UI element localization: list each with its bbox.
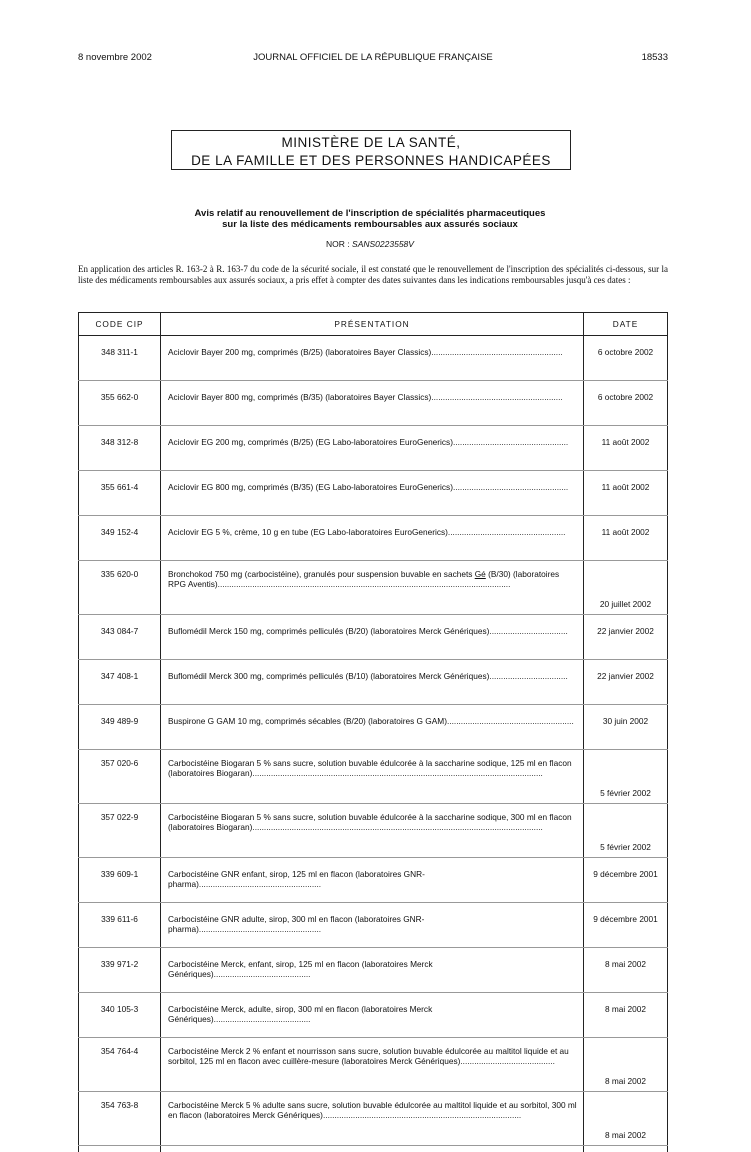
journal-title: JOURNAL OFFICIEL DE LA RÉPUBLIQUE FRANÇAISE	[78, 52, 668, 63]
effective-date: 8 mai 2002	[584, 948, 668, 993]
table-row	[79, 993, 668, 1038]
ge-mark: Gé	[475, 569, 486, 579]
table-row	[79, 561, 668, 615]
cip-code: 349 152-4	[79, 516, 161, 561]
cip-code: 355 662-0	[79, 381, 161, 426]
presentation: Carbocistéine Merck 2 % enfant et nourrisson sans sucre, solution buvable édulcorée au maltitol liquide et au sorbitol, 125 ml en flacon avec cuillère-mesure (laboratoires Merck Génériques).........................................	[161, 1038, 584, 1092]
notice-title	[120, 208, 620, 230]
ministry-line-2: DE LA FAMILLE ET DES PERSONNES HANDICAPÉES	[172, 152, 570, 170]
table-row	[79, 471, 668, 516]
cip-code: 357 020-6	[79, 750, 161, 804]
effective-date: 11 août 2002	[584, 426, 668, 471]
table-row	[79, 381, 668, 426]
cip-code: 339 971-2	[79, 948, 161, 993]
table-continuation	[79, 1146, 668, 1152]
effective-date: 20 juillet 2002	[584, 561, 668, 615]
notice-title-line-2: sur la liste des médicaments remboursables aux assurés sociaux	[120, 219, 620, 230]
presentation: Carbocistéine Merck, enfant, sirop, 125 ml en flacon (laboratoires Merck Génériques)..........................................	[161, 948, 584, 993]
effective-date: 5 février 2002	[584, 804, 668, 858]
header-presentation: PRÉSENTATION	[161, 313, 584, 336]
cip-code: 349 489-9	[79, 705, 161, 750]
cip-code: 335 620-0	[79, 561, 161, 615]
running-header	[78, 52, 668, 66]
presentation: Carbocistéine Merck, adulte, sirop, 300 ml en flacon (laboratoires Merck Génériques)..........................................	[161, 993, 584, 1038]
cip-code: 339 611-6	[79, 903, 161, 948]
cip-code: 354 763-8	[79, 1092, 161, 1146]
cip-code: 347 408-1	[79, 660, 161, 705]
notice-title-line-1: Avis relatif au renouvellement de l'inscription de spécialités pharmaceutiques	[120, 208, 620, 219]
table-header-row	[79, 313, 668, 336]
table-row	[79, 903, 668, 948]
presentation: Carbocistéine Biogaran 5 % sans sucre, solution buvable édulcorée à la saccharine sodique, 125 ml en flacon (laboratoires Biogaran)..............................................................................................................................	[161, 750, 584, 804]
cip-code: 339 609-1	[79, 858, 161, 903]
presentation: Buspirone G GAM 10 mg, comprimés sécables (B/20) (laboratoires G GAM).......................................................	[161, 705, 584, 750]
nor-reference	[120, 239, 620, 249]
effective-date: 8 mai 2002	[584, 1092, 668, 1146]
table-row	[79, 948, 668, 993]
effective-date: 8 mai 2002	[584, 993, 668, 1038]
effective-date: 11 août 2002	[584, 471, 668, 516]
presentation: Buflomédil Merck 150 mg, comprimés pelliculés (B/20) (laboratoires Merck Génériques)..................................	[161, 615, 584, 660]
cip-code: 340 105-3	[79, 993, 161, 1038]
presentation: Carbocistéine Merck 5 % adulte sans sucre, solution buvable édulcorée au maltitol liquide et au sorbitol, 300 ml en flacon (laboratoires Merck Génériques)......................................................................................	[161, 1092, 584, 1146]
presentation: Buflomédil Merck 300 mg, comprimés pelliculés (B/10) (laboratoires Merck Génériques)..................................	[161, 660, 584, 705]
presentation: Aciclovir EG 5 %, crème, 10 g en tube (EG Labo-laboratoires EuroGenerics)...................................................	[161, 516, 584, 561]
effective-date: 30 juin 2002	[584, 705, 668, 750]
nor-code: SANS0223558V	[352, 239, 414, 249]
table-row	[79, 660, 668, 705]
cip-code: 343 084-7	[79, 615, 161, 660]
effective-date: 5 février 2002	[584, 750, 668, 804]
table-row	[79, 705, 668, 750]
presentation: Aciclovir Bayer 200 mg, comprimés (B/25) (laboratoires Bayer Classics).........................................................	[161, 336, 584, 381]
nor-label: NOR :	[326, 239, 350, 249]
table-row	[79, 336, 668, 381]
header-cip: CODE CIP	[79, 313, 161, 336]
table-row	[79, 1092, 668, 1146]
medication-table	[78, 312, 668, 1152]
page-number: 18533	[642, 52, 668, 63]
effective-date: 22 janvier 2002	[584, 615, 668, 660]
effective-date: 6 octobre 2002	[584, 381, 668, 426]
effective-date: 8 mai 2002	[584, 1038, 668, 1092]
cip-code: 354 764-4	[79, 1038, 161, 1092]
cip-code: 355 661-4	[79, 471, 161, 516]
presentation: Aciclovir Bayer 800 mg, comprimés (B/35) (laboratoires Bayer Classics).........................................................	[161, 381, 584, 426]
ministry-line-1: MINISTÈRE DE LA SANTÉ,	[172, 134, 570, 152]
header-date: DATE	[584, 313, 668, 336]
effective-date: 22 janvier 2002	[584, 660, 668, 705]
ministry-box	[171, 130, 571, 170]
presentation: Aciclovir EG 200 mg, comprimés (B/25) (EG Labo-laboratoires EuroGenerics)..................................................	[161, 426, 584, 471]
presentation: Carbocistéine GNR enfant, sirop, 125 ml en flacon (laboratoires GNR-pharma).....................................................	[161, 858, 584, 903]
presentation: Carbocistéine GNR adulte, sirop, 300 ml en flacon (laboratoires GNR-pharma).....................................................	[161, 903, 584, 948]
table-row	[79, 516, 668, 561]
table-row	[79, 804, 668, 858]
table-row	[79, 750, 668, 804]
effective-date: 11 août 2002	[584, 516, 668, 561]
effective-date: 6 octobre 2002	[584, 336, 668, 381]
cip-code: 348 311-1	[79, 336, 161, 381]
table-row	[79, 426, 668, 471]
effective-date: 9 décembre 2001	[584, 858, 668, 903]
cip-code: 357 022-9	[79, 804, 161, 858]
issue-date: 8 novembre 2002	[78, 52, 152, 63]
cip-code: 348 312-8	[79, 426, 161, 471]
table-row	[79, 1038, 668, 1092]
table-row	[79, 615, 668, 660]
presentation: Aciclovir EG 800 mg, comprimés (B/35) (EG Labo-laboratoires EuroGenerics)..................................................	[161, 471, 584, 516]
intro-paragraph: En application des articles R. 163-2 à R. 163-7 du code de la sécurité sociale, il est constaté que le renouvellement de l'inscription des spécialités ci-dessous, sur la liste des médicaments remboursables aux assurés sociaux, a pris effet à compter des dates suivantes dans les indications remboursables jusqu'à ces dates :	[78, 264, 668, 285]
presentation: Bronchokod 750 mg (carbocistéine), granulés pour suspension buvable en sachets Gé (B/30) (laboratoires RPG Aventis)...............................................................................................................................	[161, 561, 584, 615]
presentation: Carbocistéine Biogaran 5 % sans sucre, solution buvable édulcorée à la saccharine sodique, 300 ml en flacon (laboratoires Biogaran)..............................................................................................................................	[161, 804, 584, 858]
table-row	[79, 858, 668, 903]
effective-date: 9 décembre 2001	[584, 903, 668, 948]
